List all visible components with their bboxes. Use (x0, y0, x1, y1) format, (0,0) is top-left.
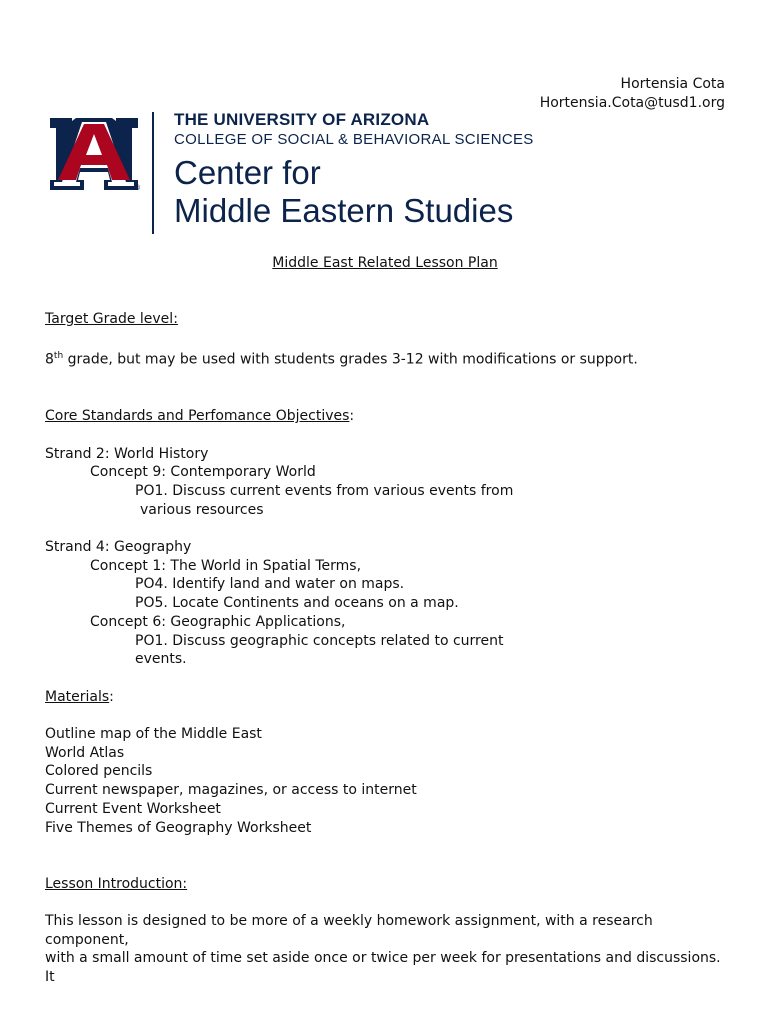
intro-heading: Lesson Introduction: (45, 875, 188, 892)
standards-colon: : (349, 408, 355, 425)
intro-line-2: with a small amount of time set aside once or twice per week for presentations and discussions. It (45, 950, 721, 986)
grade-heading: Target Grade level: (45, 311, 178, 327)
org-name-block (174, 110, 534, 230)
grade-number: 8 (45, 352, 54, 369)
strand-4-po5: PO5. Locate Continents and oceans on a map. (135, 595, 459, 612)
grade-text (45, 347, 725, 369)
standards-heading: Core Standards and Perfomance Objectives (45, 408, 350, 425)
intro-line-1: This lesson is designed to be more of a weekly homework assignment, with a research component, (45, 913, 653, 948)
org-center-line1: Center for (174, 154, 321, 191)
strand-2: Strand 2: World History (45, 445, 209, 462)
logo-divider (152, 112, 154, 234)
grade-suffix: th (53, 351, 64, 362)
materials-heading-line (45, 688, 725, 707)
strand-4-po4: PO4. Identify land and water on maps. (135, 576, 405, 593)
strand-4-concept-1: Concept 1: The World in Spatial Terms, (90, 557, 362, 574)
strand-4-concept-6: Concept 6: Geographic Applications, (90, 613, 346, 630)
strand-2-concept-9: Concept 9: Contemporary World (90, 464, 316, 481)
author-email: Hortensia.Cota@tusd1.org (539, 95, 725, 111)
materials-item: Five Themes of Geography Worksheet (45, 819, 312, 836)
materials-item: Current Event Worksheet (45, 800, 221, 817)
registered-mark: ® (134, 184, 141, 192)
university-a-logo-icon (46, 114, 142, 192)
author-block (540, 75, 725, 113)
strand-4-po1-cont: events. (135, 651, 187, 668)
org-center-line2: Middle Eastern Studies (174, 192, 514, 229)
materials-colon: : (109, 688, 114, 705)
grade-description: grade, but may be used with students grades 3-12 with modifications or support. (63, 352, 638, 369)
materials-item: Current newspaper, magazines, or access to internet (45, 782, 417, 799)
org-university: THE UNIVERSITY OF ARIZONA (174, 110, 430, 129)
materials-item: Colored pencils (45, 763, 153, 780)
strand-2-po1: PO1. Discuss current events from various events from (135, 482, 514, 499)
org-college: COLLEGE OF SOCIAL & BEHAVIORAL SCIENCES (174, 131, 534, 148)
materials-heading: Materials (45, 688, 110, 705)
strand-2-po1-cont: various resources (140, 501, 264, 518)
standards-heading-line (45, 407, 725, 426)
materials-item: World Atlas (45, 744, 125, 761)
author-name: Hortensia Cota (620, 76, 725, 92)
strand-4: Strand 4: Geography (45, 539, 192, 556)
materials-item: Outline map of the Middle East (45, 726, 262, 743)
document-body (45, 310, 725, 987)
document-title: Middle East Related Lesson Plan (272, 255, 498, 271)
strand-4-po1: PO1. Discuss geographic concepts related to current (135, 632, 504, 649)
